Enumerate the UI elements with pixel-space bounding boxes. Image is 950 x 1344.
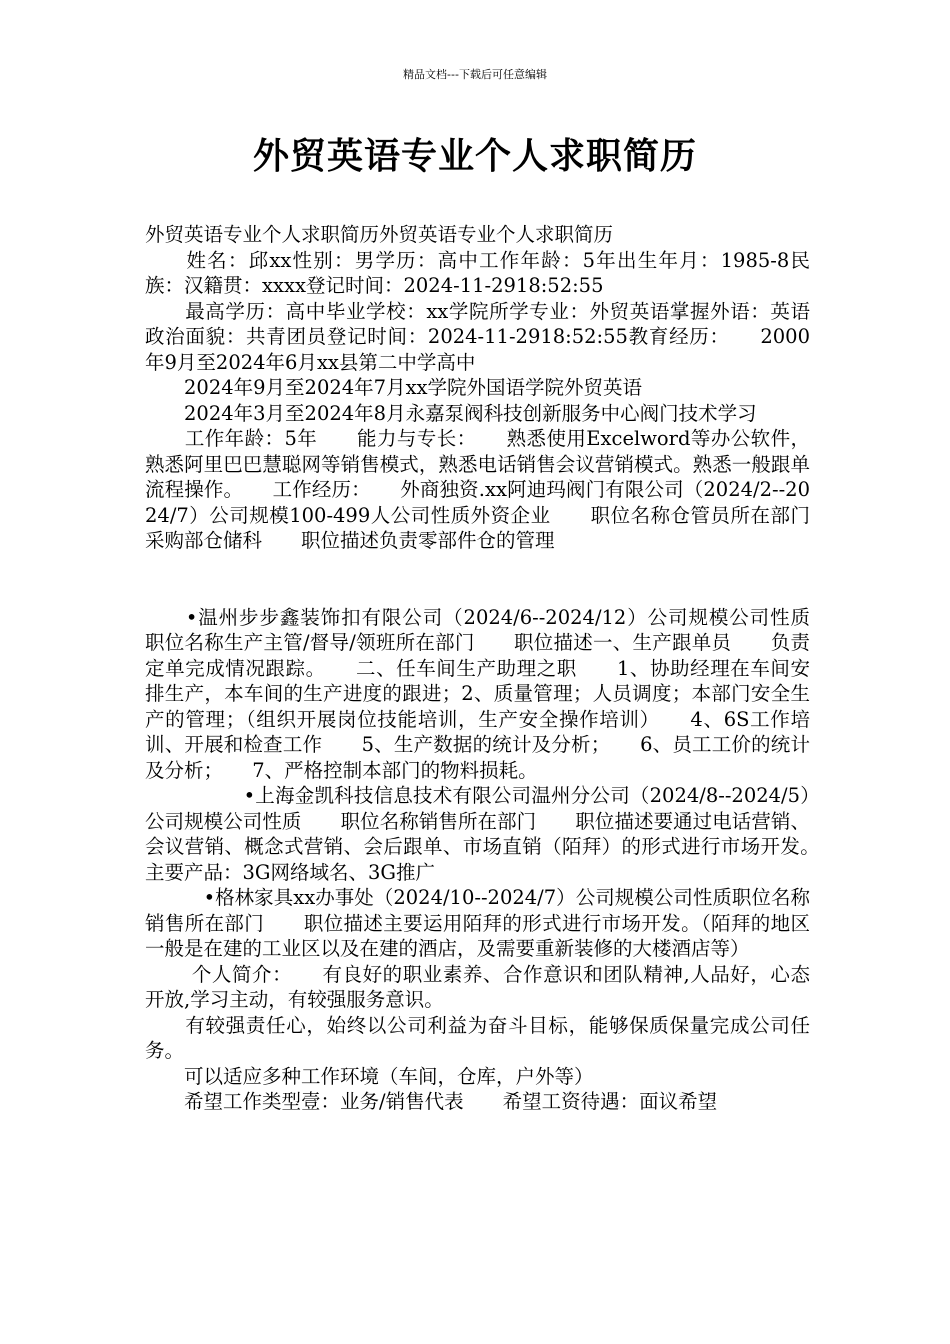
body-paragraph: •格林家具xx办事处（2024/10--2024/7）公司规模公司性质职位名称销售所在部门 职位描述主要运用陌拜的形式进行市场开发。（陌拜的地区一般是在建的工业区以及在建的酒店，及需要重新装修的大楼酒店等）	[145, 886, 810, 960]
body-paragraph: 外贸英语专业个人求职简历外贸英语专业个人求职简历	[145, 223, 614, 246]
body-paragraph: 最高学历：高中毕业学校：xx学院所学专业：外贸英语掌握外语：英语政治面貌：共青团员登记时间：2024-11-2918:52:55教育经历： 2000年9月至2024年6月xx县第二中学高中	[145, 299, 810, 374]
body-paragraph: 2024年3月至2024年8月永嘉泵阀科技创新服务中心阀门技术学习	[145, 401, 757, 425]
body-paragraph: •温州步步鑫装饰扣有限公司（2024/6--2024/12）公司规模公司性质 职位名称生产主管/督导/领班所在部门 职位描述一、生产跟单员 负责定单完成情况跟踪。 二、任车间生产助理之职 1、协助经理在车间安排生产，本车间的生产进度的跟进；2、质量管理；人员调度；本部门安全生产的管理；（组织开展岗位技能培训，生产安全操作培训） 4、6S工作培训、开展和检查工作 5、生产数据的统计及分析； 6、员工工价的统计及分析； 7、严格控制本部门的物料损耗。	[145, 605, 850, 782]
body-paragraph: 工作年龄：5年 能力与专长： 熟悉使用Excelword等办公软件，熟悉阿里巴巴慧聪网等销售模式，熟悉电话销售会议营销模式。熟悉一般跟单流程操作。 工作经历： 外商独资.xx阿迪玛阀门有限公司（2024/2--2024/7）公司规模100-499人公司性质外资企业 职位名称仓管员所在部门采购部仓储科 职位描述负责零部件仓的管理	[145, 427, 810, 552]
paragraph-gap	[145, 554, 810, 605]
body-paragraph: 可以适应多种工作环境（车间，仓库，户外等）	[145, 1064, 594, 1088]
body-paragraph: 2024年9月至2024年7月xx学院外国语学院外贸英语	[145, 376, 643, 399]
body-paragraph: 有较强责任心，始终以公司利益为奋斗目标，能够保质保量完成公司任务。	[145, 1013, 810, 1062]
body-paragraph: 个人简介： 有良好的职业素养、合作意识和团队精神,人品好，心态开放,学习主动，有较强服务意识。	[145, 962, 810, 1011]
body-paragraph: 希望工作类型壹：业务/销售代表 希望工资待遇：面议希望	[145, 1090, 718, 1113]
body-paragraph: •上海金凯科技信息技术有限公司温州分公司（2024/8--2024/5）公司规模公司性质 职位名称销售所在部门 职位描述要通过电话营销、会议营销、概念式营销、会后跟单、市场直销（陌拜）的形式进行市场开发。 主要产品：3G网络域名、3G推广	[145, 784, 850, 884]
header-note: 精品文档---下载后可任意编辑	[403, 68, 547, 81]
document-title: 外贸英语专业个人求职简历	[252, 136, 697, 177]
document-body	[145, 222, 850, 1115]
body-paragraph: 姓名：邱xx性别：男学历：高中工作年龄：5年出生年月：1985-8民族：汉籍贯：xxxx登记时间：2024-11-2918:52:55	[145, 248, 810, 297]
